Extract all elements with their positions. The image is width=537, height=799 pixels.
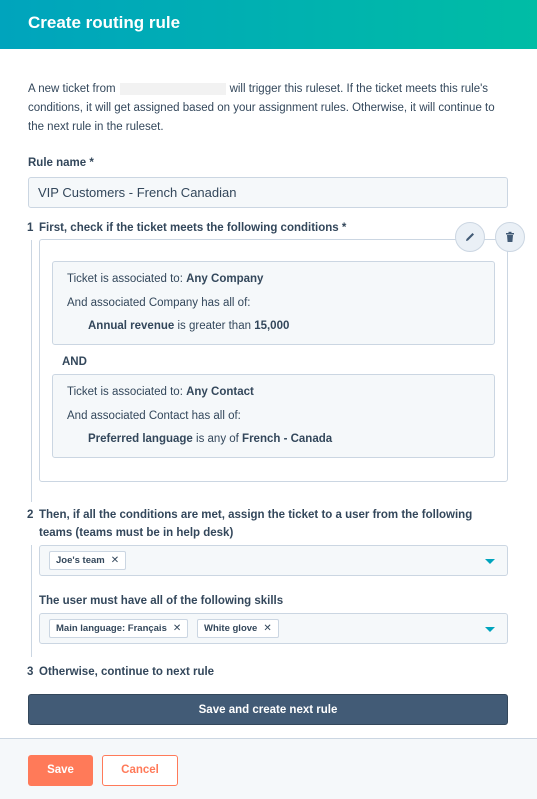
modal-footer: [0, 738, 537, 799]
modal-header: [0, 0, 537, 49]
trash-icon: [504, 231, 516, 243]
intro-text-start: A new ticket from: [28, 83, 116, 95]
delete-conditions-button[interactable]: [495, 222, 525, 252]
and-separator: AND: [62, 356, 87, 368]
intro-text: [28, 80, 508, 137]
condition-company-association: Ticket is associated to: Any Company: [67, 273, 264, 285]
skills-label: The user must have all of the following skills: [39, 595, 284, 607]
redacted-source: [120, 83, 226, 95]
step-1-number: 1: [27, 222, 34, 234]
skill-tag[interactable]: White glove ✕: [197, 619, 279, 638]
skills-select[interactable]: [39, 613, 508, 644]
remove-tag-icon[interactable]: ✕: [172, 623, 182, 634]
step-2-label-line1: Then, if all the conditions are met, assign the ticket to a user from the following: [39, 509, 473, 521]
remove-tag-icon[interactable]: ✕: [263, 623, 272, 634]
intro-text-end: will trigger this ruleset. If the ticket meets this rule's conditions, it will get assigned based on your assignment rules. Otherwise, it will continue to the next rule in the ruleset.: [28, 83, 495, 133]
condition-company-filter: Annual revenue is greater than 15,000: [88, 320, 290, 332]
step-connector-line: [31, 240, 32, 502]
dropdown-caret-icon[interactable]: [485, 559, 495, 564]
rule-name-label: Rule name *: [28, 157, 94, 169]
condition-company-has-all: And associated Company has all of:: [67, 297, 251, 309]
condition-contact-association: Ticket is associated to: Any Contact: [67, 386, 254, 398]
remove-tag-icon[interactable]: ✕: [110, 555, 120, 566]
skill-tag[interactable]: Main language: Français ✕: [49, 619, 188, 638]
team-tag[interactable]: Joe's team ✕: [49, 551, 126, 570]
rule-name-input[interactable]: VIP Customers - French Canadian: [28, 177, 508, 208]
step-connector-line: [31, 545, 32, 657]
save-and-create-next-button[interactable]: Save and create next rule: [28, 694, 508, 725]
condition-contact-has-all: And associated Contact has all of:: [67, 410, 241, 422]
condition-contact-filter: Preferred language is any of French - Canada: [88, 433, 333, 445]
step-2-number: 2: [27, 509, 34, 521]
modal-title: Create routing rule: [28, 13, 181, 32]
step-1-label: First, check if the ticket meets the following conditions *: [39, 222, 347, 234]
step-3-number: 3: [27, 666, 34, 678]
cancel-button[interactable]: Cancel: [102, 755, 178, 786]
edit-conditions-button[interactable]: [455, 222, 485, 252]
dropdown-caret-icon[interactable]: [485, 627, 495, 632]
step-2-label-line2: teams (teams must be in help desk): [39, 527, 234, 539]
teams-select[interactable]: [39, 545, 508, 576]
step-3-label: Otherwise, continue to next rule: [39, 666, 215, 678]
pencil-icon: [464, 231, 476, 243]
save-button[interactable]: Save: [28, 755, 93, 786]
